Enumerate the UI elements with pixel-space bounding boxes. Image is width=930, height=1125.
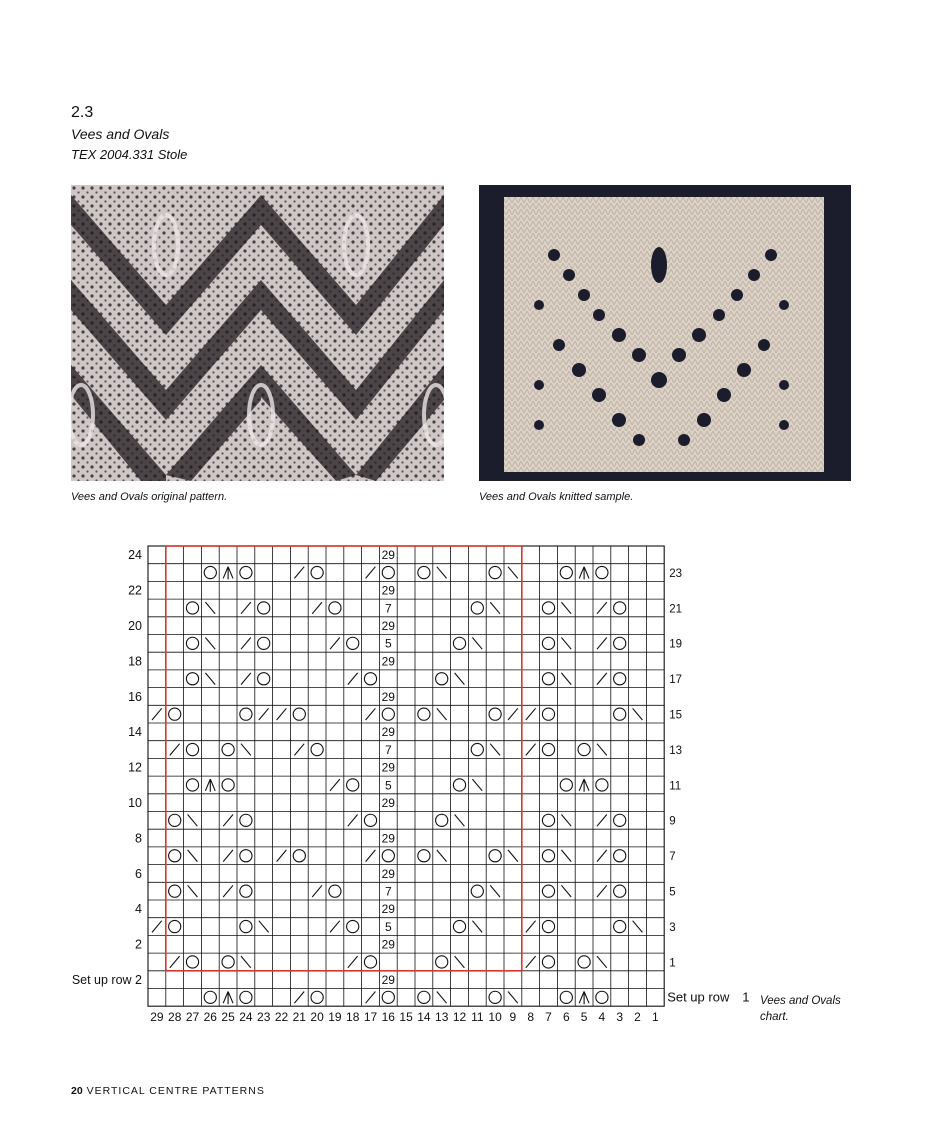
sample-photo-caption: Vees and Ovals knitted sample. [479, 491, 634, 503]
center-column-note: 29 [381, 796, 395, 810]
center-column-note: 29 [381, 760, 395, 775]
right-row-label: 17 [669, 674, 682, 687]
column-label: 6 [562, 1010, 570, 1025]
original-photo-caption: Vees and Ovals original pattern. [71, 491, 228, 503]
column-label: 4 [598, 1010, 606, 1025]
footer-section-label: VERTICAL CENTRE PATTERNS [86, 1085, 265, 1097]
left-row-label: 10 [128, 796, 142, 810]
center-column-note: 5 [384, 778, 392, 793]
section-number: 2.3 [71, 104, 94, 121]
setup-row-1-number: 1 [742, 989, 750, 1005]
center-column-note: 29 [381, 689, 395, 704]
left-row-label: 2 [135, 937, 142, 952]
pattern-title: Vees and Ovals [71, 126, 170, 142]
column-label: 13 [435, 1010, 449, 1025]
column-label: 17 [363, 1010, 378, 1025]
column-label: 1 [651, 1010, 659, 1025]
left-row-label: 8 [135, 831, 142, 846]
center-column-note: 29 [381, 831, 395, 846]
column-label: 27 [185, 1010, 200, 1025]
center-column-note: 29 [381, 548, 395, 563]
column-label: 3 [616, 1010, 624, 1025]
column-label: 25 [221, 1010, 235, 1025]
center-column-note: 29 [381, 654, 395, 669]
chart-caption-label: chart. [760, 1011, 789, 1023]
center-column-note: 29 [381, 583, 395, 598]
center-column-note: 7 [384, 601, 392, 616]
chart-caption-title: Vees and Ovals [760, 995, 841, 1007]
setup-row-1-label: Set up row [667, 989, 730, 1005]
left-row-label: 24 [128, 548, 142, 563]
column-label: 29 [150, 1010, 164, 1025]
right-row-label: 3 [669, 921, 676, 934]
column-label: 2 [634, 1010, 641, 1025]
column-label: 18 [346, 1010, 360, 1025]
pattern-source: TEX 2004.331 Stole [71, 147, 188, 162]
right-row-label: 13 [669, 744, 682, 757]
column-label: 24 [239, 1010, 253, 1025]
left-row-label: 16 [128, 689, 142, 704]
column-label: 20 [310, 1010, 324, 1025]
page-number: 20 [71, 1085, 83, 1097]
center-column-note: 5 [384, 919, 392, 934]
right-row-label: 7 [669, 851, 676, 864]
center-column-note: 29 [381, 866, 395, 881]
chart-caption [760, 993, 841, 1025]
right-row-label: 1 [669, 957, 676, 970]
knitted-sample-photo [479, 185, 851, 481]
center-column-note: 7 [384, 742, 392, 757]
column-label: 26 [203, 1010, 217, 1025]
center-column-note: 29 [381, 937, 395, 952]
center-column-note: 5 [384, 636, 392, 651]
right-row-label: 23 [669, 567, 682, 580]
column-label: 11 [471, 1010, 484, 1025]
page-footer [71, 1085, 265, 1097]
column-label: 15 [399, 1010, 413, 1025]
column-label: 14 [417, 1010, 431, 1025]
original-pattern-photo [71, 185, 444, 481]
knitting-chart [0, 530, 930, 1030]
column-label: 28 [168, 1010, 182, 1025]
left-row-label: 12 [128, 760, 142, 775]
column-label: 8 [527, 1010, 535, 1025]
right-row-label: 19 [669, 638, 682, 651]
left-row-label: 14 [128, 725, 142, 740]
right-row-label: 9 [669, 815, 676, 828]
center-column-note: 29 [381, 725, 395, 740]
left-row-label: 6 [135, 866, 142, 881]
column-label: 23 [257, 1010, 271, 1025]
column-label: 21 [292, 1010, 306, 1025]
left-row-label: 18 [128, 654, 142, 669]
right-row-label: 11 [669, 780, 682, 793]
center-column-note: 7 [384, 884, 392, 899]
setup-row-2-label: Set up row 2 [71, 973, 142, 987]
right-row-label: 21 [669, 603, 682, 616]
column-label: 19 [328, 1010, 342, 1025]
right-row-label: 15 [669, 709, 682, 722]
left-row-label: 20 [128, 619, 142, 633]
column-label: 16 [381, 1010, 395, 1025]
center-column-note: 29 [381, 902, 395, 917]
column-label: 22 [274, 1010, 289, 1025]
right-row-label: 5 [669, 886, 676, 899]
left-row-label: 22 [128, 583, 142, 598]
center-column-note: 29 [381, 973, 395, 987]
left-row-label: 4 [135, 902, 142, 917]
column-label: 10 [488, 1010, 502, 1025]
center-column-note: 29 [381, 619, 395, 633]
column-label: 9 [509, 1010, 517, 1025]
column-label: 5 [580, 1010, 588, 1025]
column-label: 7 [545, 1010, 552, 1025]
column-label: 12 [452, 1010, 467, 1025]
